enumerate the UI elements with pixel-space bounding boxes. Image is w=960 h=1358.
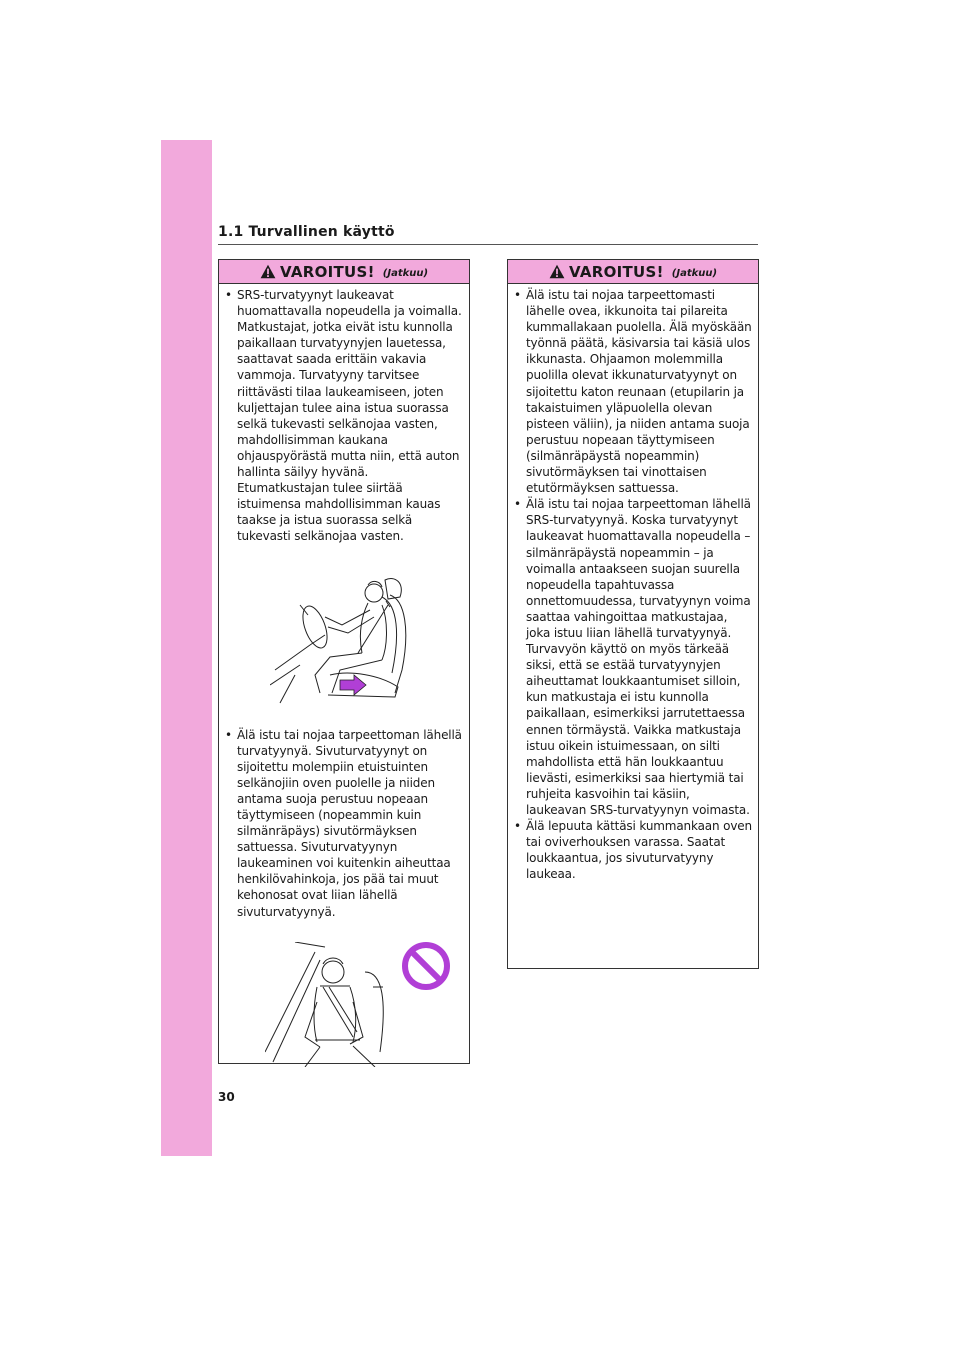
warning-box-right: [507, 259, 759, 969]
list-item: • Älä istu tai nojaa tarpeettoman lähellä turvatyynyä. Sivuturvatyynyt on sijoitettu molempiin etuistuinten selkänojiin oven puolelle ja niiden antama suoja perustuu nopeaan täyttymiseen (nopeammin kuin silmänräpäys) sivutörmäyksen sattuessa. Sivuturvatyynyn laukeaminen voi kuitenkin aiheuttaa henkilövahinkoja, jos pää tai muut kehonosat ovat liian lähellä sivuturvatyynyä.: [225, 727, 463, 920]
header-divider: [218, 244, 758, 245]
list-item: • Älä istu tai nojaa tarpeettoman lähellä SRS-turvatyynyä. Koska turvatyynyt laukeavat huomattavalla nopeudella – silmänräpäystä nopeammin – ja voimalla antaakseen suojan suurella nopeudella tapahtuvassa onnettomuudessa, turvatyynyn voima saattaa vahingoittaa matkustajaa, joka istuu liian lähellä turvatyynyä. Turvavyön käyttö on myös tärkeää siksi, että se estää turvatyynyjen aiheuttamat loukkaantumiset silloin, kun matkustaja ei istu kunnolla paikallaan, esimerkiksi jarrutettaessa ennen törmäystä. Vaikka matkustaja istuu oikein istuimessaan, on silti mahdollista että hän loukkaantuu lievästi, esimerkiksi saa hiertymiä tai ruhjeita kasvoihin tai käsiin, laukeavan SRS-turvatyynyn voimasta.: [514, 496, 752, 818]
warning-triangle-icon: [260, 264, 276, 279]
warning-header: [219, 260, 469, 284]
passenger-too-close-illustration: [265, 942, 405, 1067]
chapter-tab-bar: [161, 140, 212, 1156]
warning-box-left: [218, 259, 470, 1064]
warning-header: [508, 260, 758, 284]
section-header: 1.1 Turvallinen käyttö: [218, 224, 395, 240]
warning-title: VAROITUS!: [568, 262, 664, 281]
page-number: 30: [218, 1090, 235, 1104]
warning-continued: (Jatkuu): [382, 267, 429, 279]
driver-posture-illustration: [270, 575, 420, 705]
prohibition-icon: [400, 940, 452, 992]
warning-title: VAROITUS!: [279, 262, 375, 281]
warning-continued: (Jatkuu): [671, 267, 718, 279]
list-item: • SRS-turvatyynyt laukeavat huomattavalla nopeudella ja voimalla. Matkustajat, jotka eivät istu kunnolla paikallaan turvatyynyjen lauetessa, saattavat saada erittäin vakavia vammoja. Turvatyyny tarvitsee riittävästi tilaa laukeamiseen, joten kuljettajan tulee aina istua suorassa selkä tukevasti selkänojaa vasten, mahdollisimman kaukana ohjauspyörästä mutta niin, että auton hallinta säilyy hyvänä. Etumatkustajan tulee siirtää istuimensa mahdollisimman kauas taakse ja istua suorassa selkä tukevasti selkänojaa vasten.: [225, 287, 463, 545]
arrow-right-icon: [340, 675, 366, 695]
list-item: • Älä istu tai nojaa tarpeettomasti lähelle ovea, ikkunoita tai pilareita kummallakaan puolella. Älä myöskään työnnä päätä, käsivarsia tai käsiä ulos ikkunasta. Ohjaamon molemmilla puolilla olevat ikkunaturvatyynyt on sijoitettu katon reunaan (etupilarin ja takaistuimen yläpuolella olevan pisteen väliin), ja niiden antama suoja perustuu nopeaan täyttymiseen (silmänräpäystä nopeammin) sivutörmäyksen tai vinottaisen etutörmäyksen sattuessa.: [514, 287, 752, 496]
list-item: • Älä lepuuta kättäsi kummankaan oven tai oviverhouksen varassa. Saatat loukkaantua, jos sivuturvatyyny laukeaa.: [514, 818, 752, 882]
warning-triangle-icon: [549, 264, 565, 279]
